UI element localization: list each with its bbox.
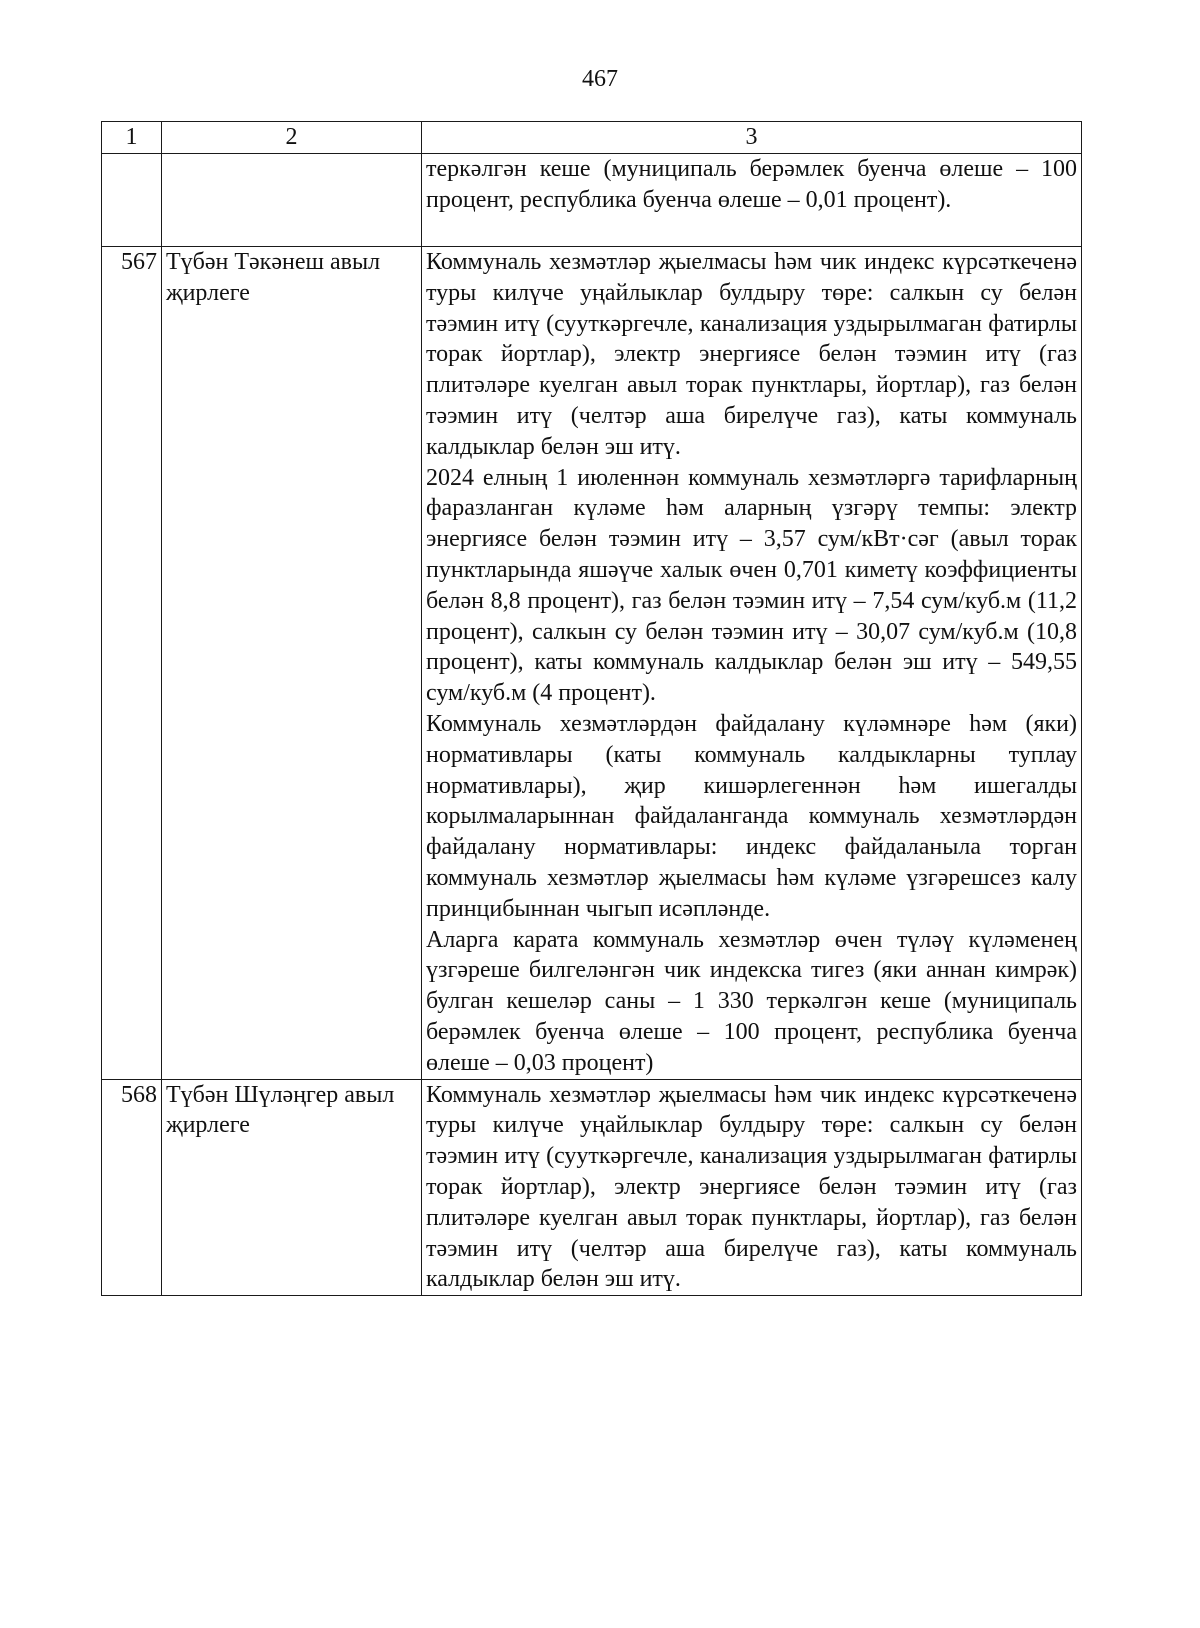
description-cell [422, 247, 1082, 1080]
description-paragraph: 2024 елның 1 июленнән коммуналь хезмәтләргә тарифларның фаразланган күләме һәм аларның үзгәрү темпы: электр энергиясе белән тәэмин итү – 3,57 сум/кВт·сәг (авыл торак пунктларында яшәүче халык өчен 0,701 киметү коэффициенты белән 8,8 процент), газ белән тәэмин итү – 7,54 сум/куб.м (11,2 процент), салкын су белән тәэмин итү – 30,07 сум/куб.м (10,8 процент), каты коммуналь калдыклар белән эш итү – 549,55 сум/куб.м (4 процент). [426, 464, 1077, 707]
page-number: 467 [582, 66, 618, 92]
table-row [102, 247, 1082, 1080]
data-table [101, 121, 1082, 1296]
column-header: 1 [102, 122, 162, 154]
description-paragraph: Коммуналь хезмәтләрдән файдалану күләмнәре һәм (яки) нормативлары (каты коммуналь калдыкларны туплау нормативлары), җир кишәрлегеннән һәм ишегалды корылмаларыннан файдаланганда коммуналь хезмәтләрдән файдалану нормативлары: индекс файдаланыла торган коммуналь хезмәтләр җыелмасы һәм күләме үзгәрешсез калу принцибыннан чыгып исәпләнде. [426, 710, 1077, 922]
row-number: 568 [102, 1079, 162, 1296]
column-header: 3 [422, 122, 1082, 154]
description-cell [422, 154, 1082, 247]
row-number [102, 154, 162, 247]
table-row [102, 1079, 1082, 1296]
description-paragraph: теркәлгән кеше (муниципаль берәмлек буенча өлеше – 100 процент, республика буенча өлеше – 0,01 процент). [426, 156, 1077, 213]
settlement-name: Түбән Тәкәнеш авыл җирлеге [162, 247, 422, 1080]
description-paragraph: Коммуналь хезмәтләр җыелмасы һәм чик индекс күрсәткеченә туры килүче уңайлыклар булдыру төре: салкын су белән тәэмин итү (сууткәргечле, канализация уздырылмаган фатирлы торак йортлар), электр энергиясе белән тәэмин итү (газ плитәләре куелган авыл торак пунктлары, йортлар), газ белән тәэмин итү (челтәр аша бирелүче газ), каты коммуналь калдыклар белән эш итү. [426, 1081, 1077, 1293]
table-row [102, 154, 1082, 247]
settlement-name [162, 154, 422, 247]
description-cell [422, 1079, 1082, 1296]
row-number: 567 [102, 247, 162, 1080]
header-row [102, 122, 1082, 154]
description-paragraph: Аларга карата коммуналь хезмәтләр өчен түләү күләменең үзгәреше билгеләнгән чик индекска тигез (яки аннан кимрәк) булган кешеләр саны – 1 330 теркәлгән кеше (муниципаль берәмлек буенча өлеше – 100 процент, республика буенча өлеше – 0,03 процент) [426, 926, 1077, 1076]
column-header: 2 [162, 122, 422, 154]
settlement-name: Түбән Шүләңгер авыл җирлеге [162, 1079, 422, 1296]
description-paragraph: Коммуналь хезмәтләр җыелмасы һәм чик индекс күрсәткеченә туры килүче уңайлыклар булдыру төре: салкын су белән тәэмин итү (сууткәргечле, канализация уздырылмаган фатирлы торак йортлар), электр энергиясе белән тәэмин итү (газ плитәләре куелган авыл торак пунктлары, йортлар), газ белән тәэмин итү (челтәр аша бирелүче газ), каты коммуналь калдыклар белән эш итү. [426, 249, 1077, 460]
